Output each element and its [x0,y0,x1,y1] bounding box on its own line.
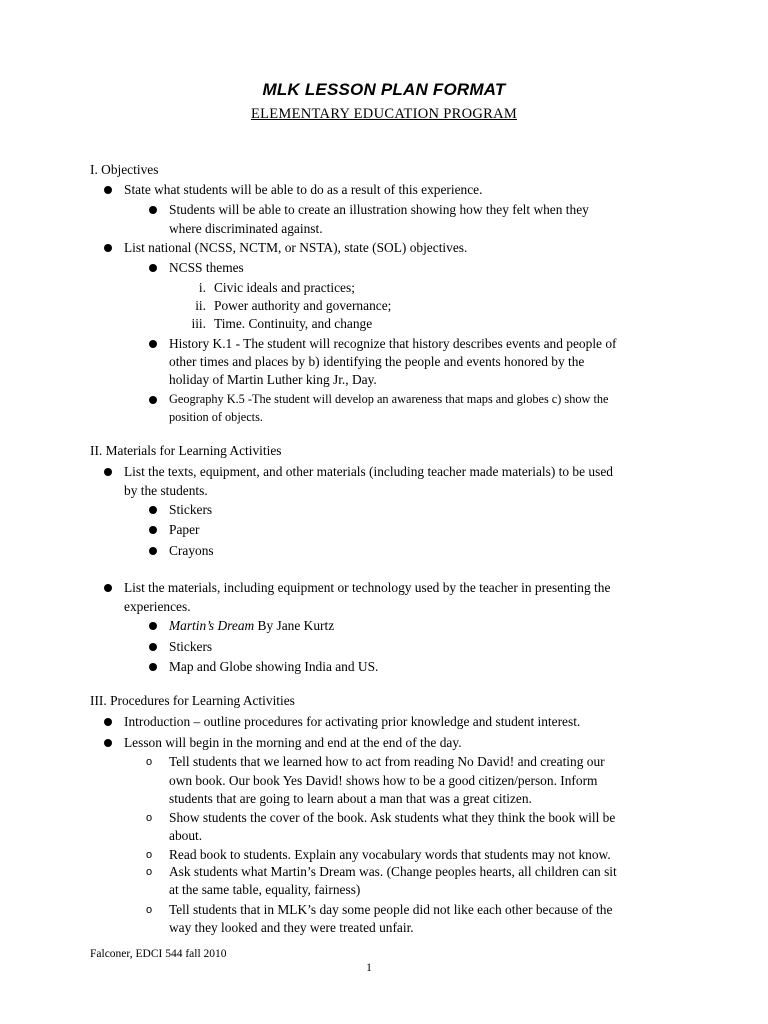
circle-bullet-icon: o [146,866,153,878]
bullet-icon [149,643,157,651]
list-item-continuation: experiences. [124,599,191,614]
list-item-continuation: students that are going to learn about a man that was a great citizen. [169,791,532,806]
circle-bullet-icon: o [146,904,153,916]
list-item: List the texts, equipment, and other materials (including teacher made materials) to be used [124,464,613,479]
list-item-continuation: other times and places by b) identifying the people and events honored by the [169,354,585,369]
list-item-continuation: position of objects. [169,410,263,424]
bullet-icon [149,663,157,671]
list-item: Tell students that in MLK’s day some people did not like each other because of the [169,902,613,917]
bullet-icon [149,526,157,534]
roman-numeral: iii. [191,316,206,331]
circle-bullet-icon: o [146,756,153,768]
list-item-continuation: by the students. [124,483,208,498]
list-item-continuation: about. [169,828,203,843]
list-item: State what students will be able to do as a result of this experience. [124,182,483,197]
list-item: Students will be able to create an illustration showing how they felt when they [169,202,589,217]
bullet-icon [149,206,157,214]
bullet-icon [104,468,112,476]
list-item: Paper [169,522,200,537]
list-item: Crayons [169,543,214,558]
list-item: Map and Globe showing India and US. [169,659,379,674]
list-item: Power authority and governance; [214,298,392,313]
bullet-icon [149,396,157,404]
list-item: Stickers [169,639,213,654]
page-subtitle: ELEMENTARY EDUCATION PROGRAM [250,106,518,122]
bullet-icon [104,244,112,252]
bullet-icon [149,506,157,514]
bullet-icon [104,718,112,726]
bullet-icon [104,584,112,592]
book-author: By Jane Kurtz [254,618,335,633]
bullet-icon [149,264,157,272]
list-item: Civic ideals and practices; [214,280,355,295]
list-item: Show students the cover of the book. Ask students what they think the book will be [169,810,616,825]
list-item: NCSS themes [169,260,244,275]
footer-text: Falconer, EDCI 544 fall 2010 [90,948,227,960]
list-item: History K.1 - The student will recognize that history describes events and people of [169,336,617,351]
list-item: List the materials, including equipment or technology used by the teacher in presenting the [124,580,611,595]
list-item: Time. Continuity, and change [214,316,373,331]
roman-numeral: ii. [195,298,206,313]
list-item: Stickers [169,502,213,517]
list-item-continuation: way they looked and they were treated unfair. [169,920,414,935]
circle-bullet-icon: o [146,849,153,861]
section-heading-materials: II. Materials for Learning Activities [90,443,282,458]
list-item: List national (NCSS, NCTM, or NSTA), state (SOL) objectives. [124,240,468,255]
page-title: MLK LESSON PLAN FORMAT [262,80,506,99]
bullet-icon [149,340,157,348]
bullet-icon [104,186,112,194]
bullet-icon [149,547,157,555]
roman-numeral: i. [198,280,206,295]
bullet-icon [149,622,157,630]
section-heading-procedures: III. Procedures for Learning Activities [90,693,295,708]
book-title: Martin’s Dream [169,618,255,633]
list-item-continuation: where discriminated against. [169,221,323,236]
section-heading-objectives: I. Objectives [90,162,159,177]
list-item: Ask students what Martin’s Dream was. (Change peoples hearts, all children can sit [169,864,617,879]
list-item-continuation: own book. Our book Yes David! shows how to be a good citizen/person. Inform [169,773,598,788]
page-number: 1 [366,962,372,974]
list-item [169,616,334,635]
list-item: Read book to students. Explain any vocabulary words that students may not know. [169,847,611,862]
circle-bullet-icon: o [146,812,153,824]
list-item: Tell students that we learned how to act from reading No David! and creating our [169,754,605,769]
bullet-icon [104,739,112,747]
list-item: Lesson will begin in the morning and end at the end of the day. [124,735,462,750]
list-item-continuation: at the same table, equality, fairness) [169,882,361,897]
list-item: Geography K.5 -The student will develop an awareness that maps and globes c) show the [169,392,609,406]
list-item: Introduction – outline procedures for activating prior knowledge and student interest. [124,714,581,729]
list-item-continuation: holiday of Martin Luther king Jr., Day. [169,372,377,387]
